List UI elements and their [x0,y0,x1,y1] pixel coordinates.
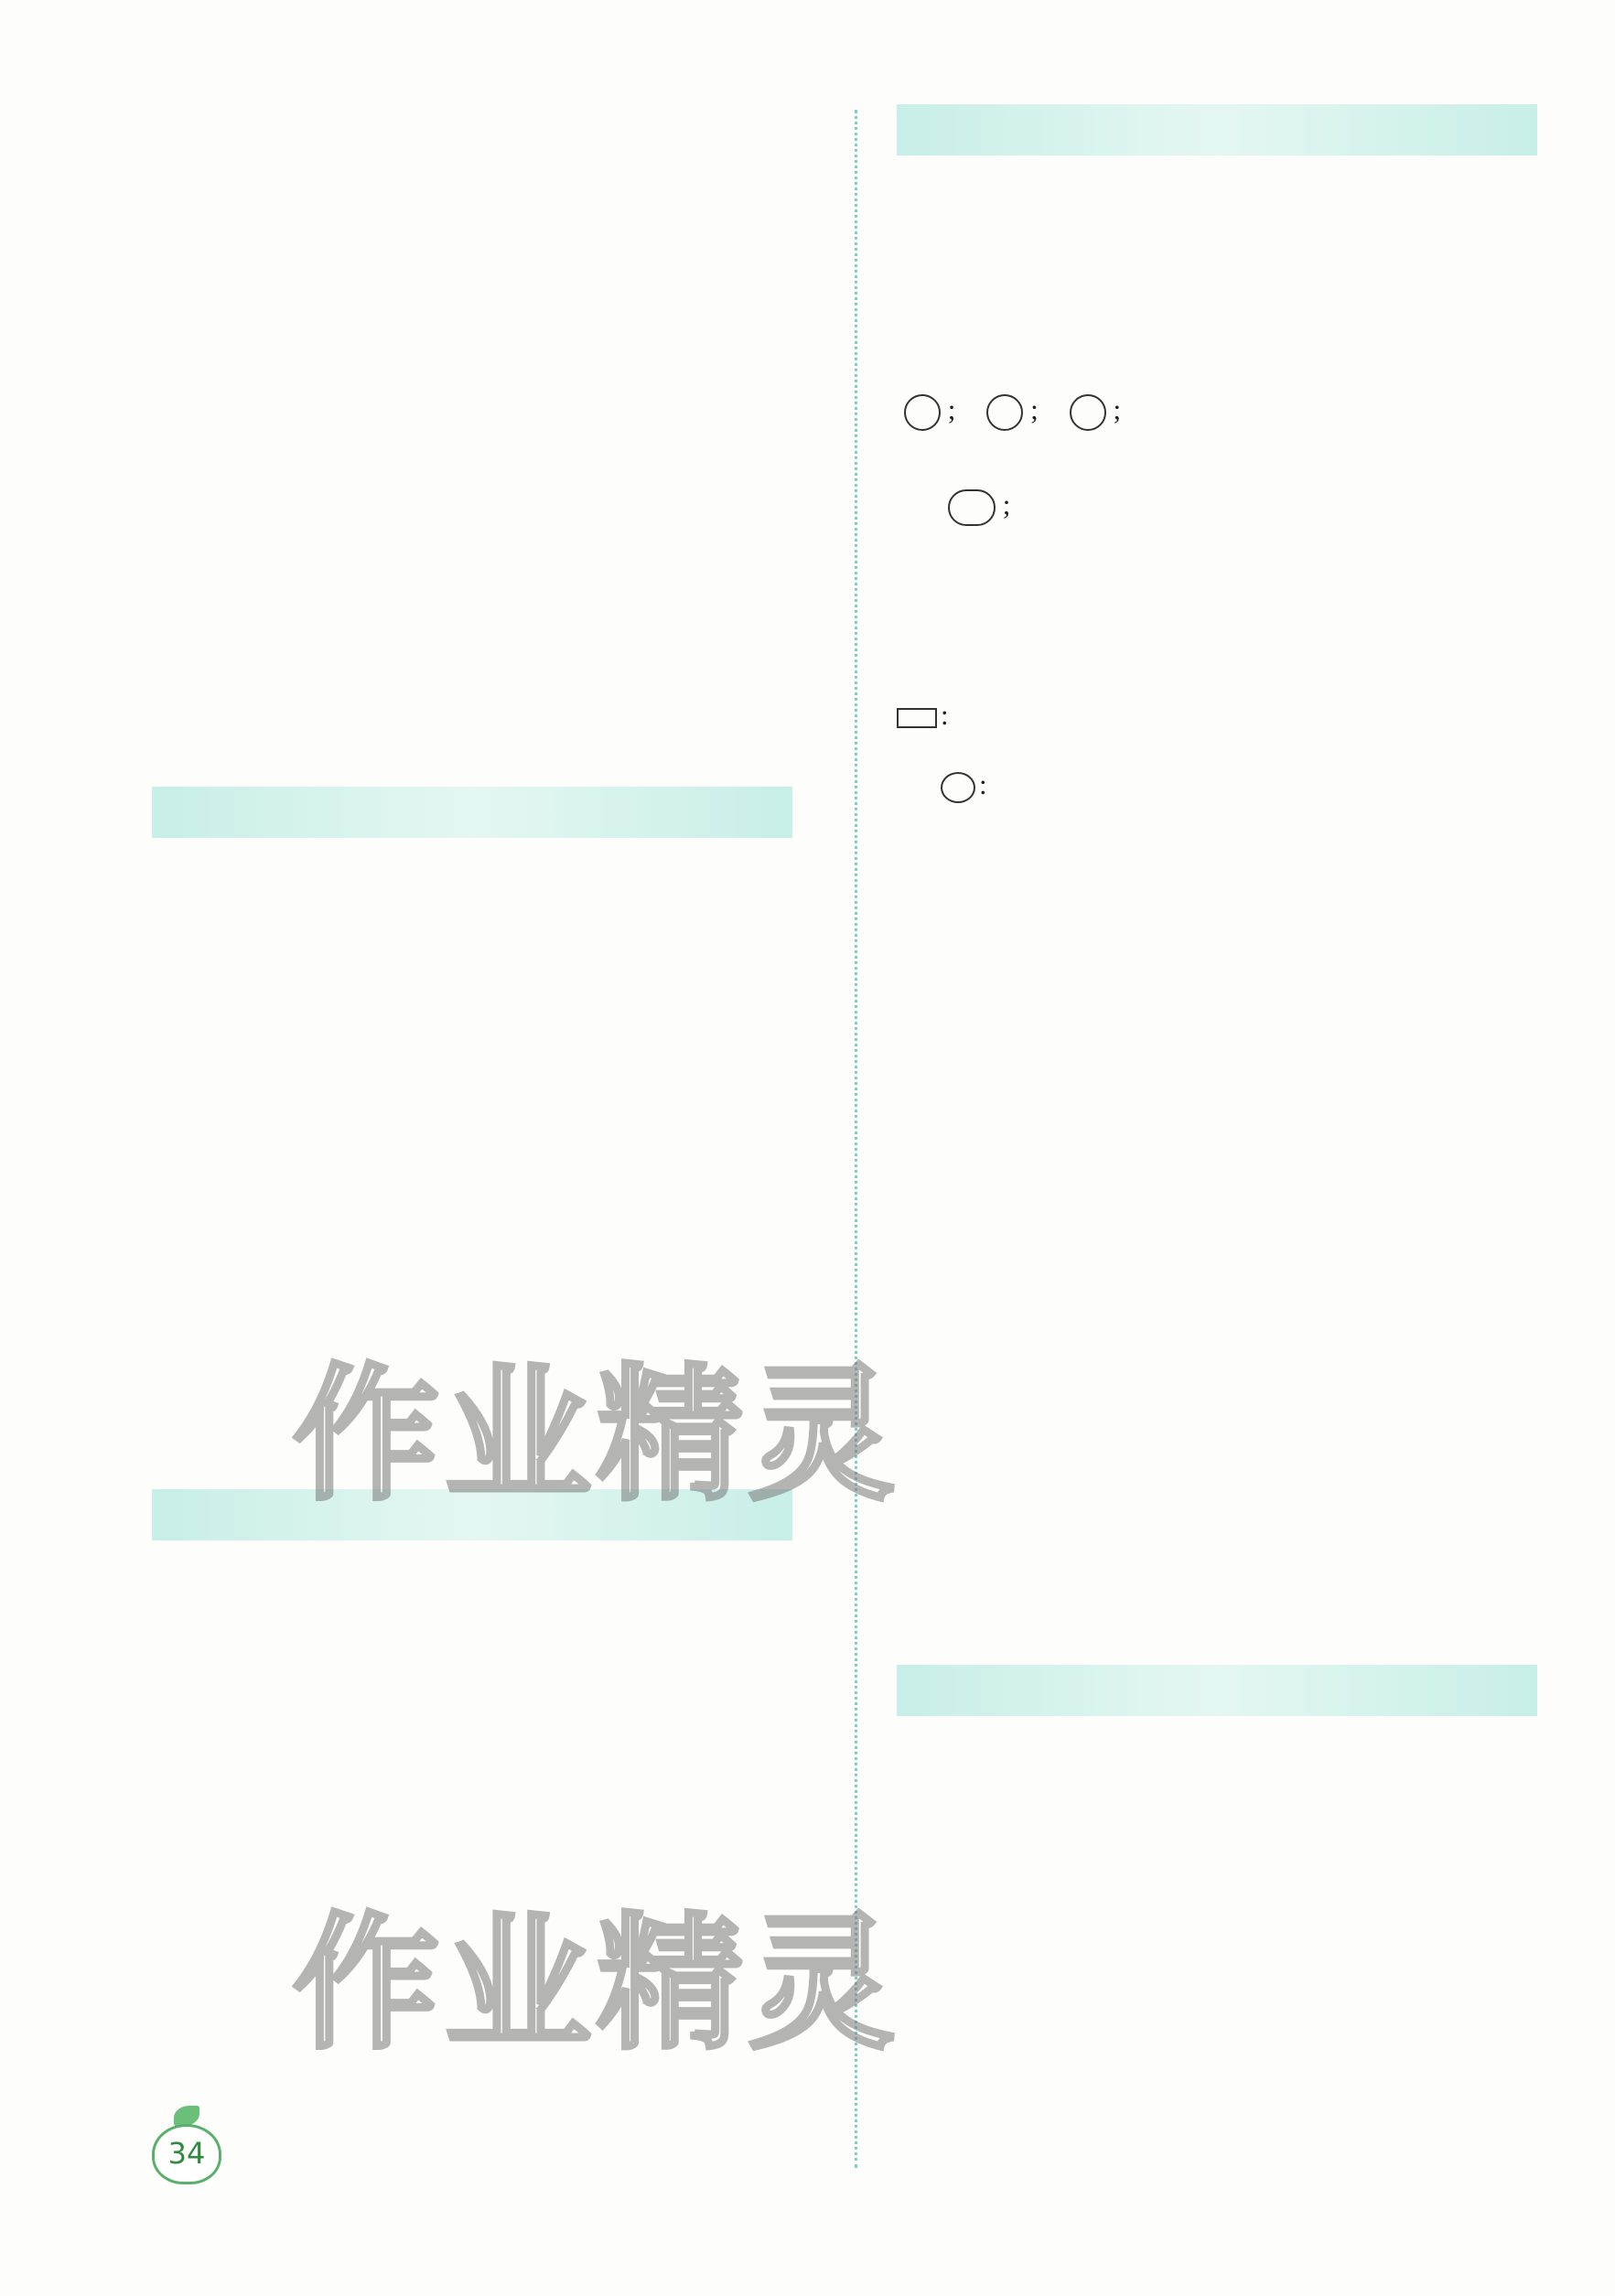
answer-item [278,1753,285,1789]
answer-item [1021,2064,1028,2100]
answer-item [247,1937,254,1974]
answer-item [216,165,223,201]
answer-item [185,1753,192,1789]
answer-item [247,1176,254,1213]
answer-item [185,1176,192,1213]
answer-line [897,1153,966,1189]
answer-item [928,2128,935,2164]
answer-item [897,1535,904,1572]
answer-item [278,227,285,263]
answer-item [990,1808,997,1844]
answer-item [278,867,285,904]
answer-item [154,990,161,1026]
answer-item [928,565,935,602]
answer-item [154,538,161,574]
answer-line [941,628,979,664]
answer-item [1062,388,1121,432]
answer-item [247,867,254,904]
answer-item [990,1745,997,1782]
column-divider [855,110,857,2168]
answer-item [278,1361,285,1398]
answer-item [247,1052,254,1089]
answer-line [154,1052,285,1089]
answer-item [990,2064,997,2100]
answer-item [928,2000,935,2036]
answer-item [897,1025,904,1061]
answer-item [959,2128,966,2164]
answer-item [185,227,192,263]
answer-item [928,1153,935,1189]
answer-item [154,102,161,139]
answer-item [1021,1872,1028,1908]
answer-item [154,289,161,326]
answer-item [185,1937,192,1974]
answer-item [990,960,997,997]
answer-line [154,600,223,637]
answer-item [278,990,285,1026]
answer-item [959,1936,966,1972]
answer-item [1021,1745,1028,1782]
answer-item [897,388,955,432]
answer-item [154,1753,161,1789]
answer-line [198,476,236,512]
answer-item [185,600,192,637]
circled-letter [986,394,1023,431]
answer-item [229,476,236,512]
answer-item [247,1753,254,1789]
answer-item [216,413,223,450]
answer-item [897,960,904,997]
answer-item [959,1872,966,1908]
answer-item [897,832,904,869]
separator: : [941,699,949,731]
separator: : [979,768,987,800]
answer-item [185,1568,192,1604]
answer-line [897,388,1121,432]
answer-line [154,1568,223,1604]
answer-item [154,1568,161,1604]
answer-line [154,1176,285,1213]
answer-item [928,1872,935,1908]
answer-line [897,832,966,869]
answer-item [154,227,161,263]
answer-item [928,183,935,220]
page-number-badge [146,2104,220,2186]
answer-item [928,1025,935,1061]
answer-line [897,1808,1028,1844]
answer-line [154,413,223,450]
answer-item [959,832,966,869]
answer-item [972,1599,979,1636]
answer-item [990,245,997,282]
answer-item [928,832,935,869]
answer-line [897,960,1028,997]
answer-item [928,1936,935,1972]
answer-line [941,1089,1041,1125]
answer-item [260,1423,267,1460]
answer-item [959,565,966,602]
answer-item [216,724,223,761]
answer-item [185,165,192,201]
watermark: 作业精灵 [293,1349,901,1520]
answer-item [198,1299,205,1336]
answer-line [154,1813,249,1850]
answer-item [185,102,192,139]
answer-line [154,289,223,326]
answer-item [979,388,1038,432]
answer-item [959,960,966,997]
answer-item [959,2064,966,2100]
answer-item [216,1114,223,1151]
answer-item [216,929,223,966]
answer-item [216,1361,223,1398]
answer-item [247,1875,254,1912]
answer-item [278,929,285,966]
answer-item [216,227,223,263]
answer-item [229,1423,236,1460]
answer-item [1021,1936,1028,1972]
answer-item [278,2000,285,2036]
answer-item [941,1345,948,1381]
answer-item [990,1936,997,1972]
answer-item [1052,1745,1060,1782]
answer-item [990,1535,997,1572]
answer-line [897,565,966,602]
separator: ; [1105,393,1122,425]
answer-item [959,1745,966,1782]
page-number: 34 [152,2124,221,2184]
answer-item [959,1153,966,1189]
answer-line [198,1299,236,1336]
answer-line [897,1471,1028,1507]
section-header [152,787,792,838]
answer-item [216,2000,223,2036]
answer-item [972,1345,979,1381]
answer-item [198,1630,205,1667]
answer-line [198,1423,298,1460]
answer-line [897,245,997,282]
answer-item [278,1176,285,1213]
answer-item [278,1052,285,1089]
answer-line [897,1745,1060,1782]
answer-item [928,960,935,997]
answer-item [990,1025,997,1061]
answer-item [928,1535,935,1572]
section-header [897,104,1537,156]
answer-item [198,351,205,388]
answer-item [216,1568,223,1604]
answer-item [247,165,254,201]
answer-item [216,102,223,139]
answer-item [990,1872,997,1908]
answer-item [959,245,966,282]
answer-line [897,183,1028,220]
answer-item [1003,1089,1010,1125]
answer-item [198,1423,205,1460]
answer-item [216,1753,223,1789]
answer-item [216,990,223,1026]
answer-item [990,2128,997,2164]
answer-item [990,1471,997,1507]
answer-item [216,1690,223,1727]
answer-item [216,1875,223,1912]
answer-item [1021,1471,1028,1507]
answer-item [897,2128,904,2164]
answer-line [154,1937,285,1974]
answer-item [1003,1345,1010,1381]
answer-item [278,102,285,139]
answer-item [959,1471,966,1507]
answer-line [154,227,285,263]
answer-item [185,1690,192,1727]
answer-item [972,1217,979,1253]
answer-item [247,1361,254,1398]
answer-line [941,1217,979,1253]
answer-item [1034,1089,1041,1125]
answer-line [941,767,1143,803]
answer-line [897,1872,1028,1908]
answer-item [1021,183,1028,220]
answer-item [897,1808,904,1844]
answer-line [198,1630,236,1667]
answer-item [229,1630,236,1667]
answer-line [154,1114,285,1151]
answer-line [154,929,285,966]
answer-item [185,990,192,1026]
watermark: 作业精灵 [293,1898,901,2069]
answer-line [897,697,1073,734]
answer-item [154,165,161,201]
answer-line [154,1690,285,1727]
answer-line [154,165,285,201]
answer-item [216,600,223,637]
answer-item [229,2124,236,2161]
answer-item [941,1089,948,1125]
answer-item [154,867,161,904]
answer-item [928,2064,935,2100]
answer-item [185,1114,192,1151]
leaf-icon [174,2106,199,2126]
answer-item [941,896,948,933]
answer-item [941,483,1010,527]
answer-item [216,2062,223,2098]
answer-item [1021,1808,1028,1844]
answer-item [1003,1599,1010,1636]
answer-item [278,1875,285,1912]
answer-item [247,102,254,139]
answer-item [959,1025,966,1061]
answer-item [154,2000,161,2036]
answer-line [154,1753,285,1789]
answer-item [990,1281,997,1317]
answer-item [198,476,205,512]
answer-item [941,1599,948,1636]
oval-symbol [941,772,975,803]
answer-item [154,1239,161,1275]
answer-item [1021,2000,1028,2036]
answer-item [185,538,192,574]
answer-item [216,1052,223,1089]
answer-item [959,183,966,220]
answer-line [154,867,285,904]
circled-letter [1070,394,1106,431]
answer-item [247,1114,254,1151]
answer-item [185,929,192,966]
answer-item [247,929,254,966]
answer-item [897,1745,904,1782]
answer-item [941,309,948,346]
answer-item [185,2062,192,2098]
answer-line [897,1936,1028,1972]
answer-line [941,1409,948,1445]
answer-item [154,2062,161,2098]
answer-item [1021,960,1028,997]
answer-item [972,1089,979,1125]
answer-item [185,289,192,326]
answer-item [185,724,192,761]
answer-item [897,183,904,220]
answer-item [1034,1345,1041,1381]
answer-line [897,2000,1028,2036]
answer-item [198,662,205,699]
answer-line [154,538,285,574]
answer-item [928,1471,935,1507]
answer-item [941,1217,948,1253]
answer-item [154,1937,161,1974]
answer-item [990,2000,997,2036]
answer-item [1021,1281,1028,1317]
answer-item [216,289,223,326]
answer-item [928,1281,935,1317]
answer-item [185,413,192,450]
answer-item [216,1937,223,1974]
separator: ; [1023,393,1039,425]
answer-item [941,1409,948,1445]
answer-item [959,1808,966,1844]
answer-line [154,724,285,761]
circled-letter [948,489,996,526]
answer-item [928,245,935,282]
separator: ; [941,393,956,425]
answer-item [154,600,161,637]
answer-line [941,483,1010,527]
section-header [897,1665,1537,1716]
answer-line [941,896,979,933]
answer-item [154,1361,161,1398]
answer-item [154,929,161,966]
answer-item [154,413,161,450]
answer-item [1021,2128,1028,2164]
answer-item [216,867,223,904]
answer-item [959,1281,966,1317]
answer-item [185,1875,192,1912]
answer-item [185,867,192,904]
answer-line [941,1599,1041,1636]
answer-line [897,2128,1028,2164]
answer-line [897,1281,1028,1317]
answer-item [185,1052,192,1089]
answer-item [928,1745,935,1782]
answer-line [941,309,948,346]
answer-item [185,2000,192,2036]
answer-item [154,1052,161,1089]
answer-item [1034,1599,1041,1636]
answer-item [959,2000,966,2036]
answer-line [198,351,236,388]
answer-item [247,538,254,574]
answer-line [198,662,236,699]
answer-line [154,2062,223,2098]
answer-item [278,1114,285,1151]
answer-item [278,165,285,201]
answer-item [928,1808,935,1844]
answer-item [897,1281,904,1317]
answer-line [897,2064,1028,2100]
rectangle-symbol [897,708,937,728]
answer-item [278,724,285,761]
answer-line [154,990,285,1026]
answer-item [185,1361,192,1398]
circled-letter [904,394,941,431]
answer-item [247,227,254,263]
answer-item [154,1114,161,1151]
answer-item [278,538,285,574]
answer-item [897,565,904,602]
answer-item [247,2000,254,2036]
answer-item [941,628,948,664]
separator: ; [996,488,1011,520]
answer-item [229,351,236,388]
answer-item [247,724,254,761]
answer-item [229,662,236,699]
answer-line [154,102,285,139]
answer-line [897,1535,997,1572]
answer-item [154,724,161,761]
answer-line [154,1239,223,1275]
answer-item [990,183,997,220]
answer-item [216,538,223,574]
answer-line [154,2000,285,2036]
answer-item [972,628,979,664]
answer-item [972,896,979,933]
answer-line [154,1875,285,1912]
answer-item [897,245,904,282]
answer-item [154,1690,161,1727]
answer-item [216,1176,223,1213]
answer-item [185,1239,192,1275]
answer-item [154,1176,161,1213]
answer-item [247,1690,254,1727]
answer-item [278,1937,285,1974]
answer-item [897,1153,904,1189]
answer-item [278,1690,285,1727]
answer-line [897,1025,997,1061]
answer-item [154,1875,161,1912]
answer-item [247,990,254,1026]
answer-item [229,1299,236,1336]
answer-item [216,1239,223,1275]
answer-item [959,1535,966,1572]
answer-line [941,1345,1041,1381]
